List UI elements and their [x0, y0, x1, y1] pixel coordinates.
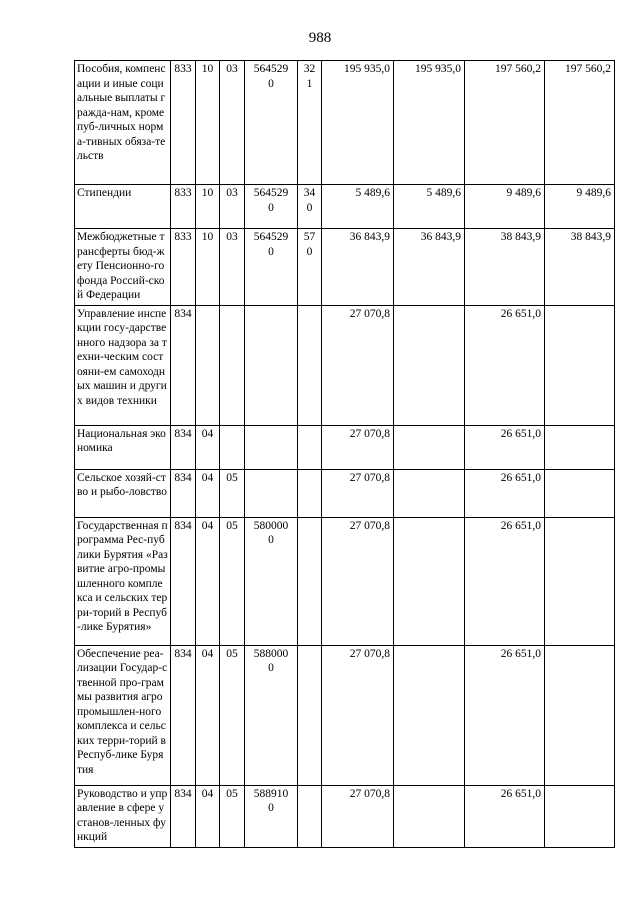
page-number: 988 [308, 30, 332, 46]
section-code-cell: 04 [196, 517, 220, 645]
row-name-cell: Обеспечение реа-лизации Государ-ственной про-граммы развития агропромышлен-ного комплекса и сельских терри-торий в Респуб-лике Бурятия [75, 645, 171, 785]
admin-code-cell: 834 [171, 517, 196, 645]
expense-type-cell [298, 469, 322, 517]
row-name-cell: Пособия, компенсации и иные социальные выплаты гражда-нам, кроме пуб-личных норма-тивных обяза-тельств [75, 61, 171, 185]
table-row [75, 229, 615, 306]
admin-code-cell: 834 [171, 785, 196, 847]
target-article-cell [245, 425, 298, 469]
row-name-cell: Стипендии [75, 185, 171, 229]
amount-2-cell: 195 935,0 [394, 61, 465, 185]
row-name-cell: Сельское хозяй-ство и рыбо-ловство [75, 469, 171, 517]
admin-code-cell: 833 [171, 185, 196, 229]
subsection-code-cell: 05 [220, 517, 245, 645]
section-code-cell: 10 [196, 229, 220, 306]
amount-2-cell: 5 489,6 [394, 185, 465, 229]
amount-3-cell: 38 843,9 [465, 229, 545, 306]
amount-3-cell: 26 651,0 [465, 517, 545, 645]
amount-1-cell: 27 070,8 [322, 305, 394, 425]
amount-1-cell: 5 489,6 [322, 185, 394, 229]
amount-4-cell: 197 560,2 [545, 61, 615, 185]
subsection-code-cell: 05 [220, 469, 245, 517]
amount-3-cell: 26 651,0 [465, 425, 545, 469]
amount-1-cell: 27 070,8 [322, 425, 394, 469]
row-name-cell: Межбюджетные трансферты бюд-жету Пенсионно-го фонда Россий-ской Федерации [75, 229, 171, 306]
target-article-cell: 5880000 [245, 645, 298, 785]
section-code-cell: 04 [196, 469, 220, 517]
amount-4-cell [545, 517, 615, 645]
target-article-cell: 5645290 [245, 185, 298, 229]
section-code-cell: 04 [196, 645, 220, 785]
table-row [75, 425, 615, 469]
table-row [75, 305, 615, 425]
target-article-cell: 5800000 [245, 517, 298, 645]
table-body [75, 61, 615, 848]
amount-3-cell: 26 651,0 [465, 305, 545, 425]
expense-type-cell: 321 [298, 61, 322, 185]
amount-2-cell [394, 645, 465, 785]
amount-2-cell [394, 517, 465, 645]
subsection-code-cell: 03 [220, 61, 245, 185]
section-code-cell: 04 [196, 425, 220, 469]
target-article-cell: 5645290 [245, 61, 298, 185]
admin-code-cell: 834 [171, 469, 196, 517]
amount-4-cell [545, 645, 615, 785]
admin-code-cell: 834 [171, 645, 196, 785]
amount-2-cell [394, 305, 465, 425]
section-code-cell: 04 [196, 785, 220, 847]
amount-1-cell: 27 070,8 [322, 517, 394, 645]
target-article-cell: 5645290 [245, 229, 298, 306]
section-code-cell: 10 [196, 185, 220, 229]
amount-1-cell: 195 935,0 [322, 61, 394, 185]
amount-4-cell: 9 489,6 [545, 185, 615, 229]
admin-code-cell: 833 [171, 61, 196, 185]
amount-4-cell [545, 785, 615, 847]
table-row [75, 185, 615, 229]
amount-1-cell: 27 070,8 [322, 785, 394, 847]
subsection-code-cell: 05 [220, 645, 245, 785]
amount-2-cell [394, 425, 465, 469]
amount-3-cell: 26 651,0 [465, 645, 545, 785]
table-row [75, 469, 615, 517]
amount-1-cell: 27 070,8 [322, 469, 394, 517]
expense-type-cell [298, 517, 322, 645]
budget-table [74, 60, 615, 848]
amount-3-cell: 197 560,2 [465, 61, 545, 185]
amount-3-cell: 26 651,0 [465, 785, 545, 847]
table-row [75, 785, 615, 847]
table-row [75, 61, 615, 185]
row-name-cell: Управление инспекции госу-дарственного надзора за техни-ческим состояни-ем самоходных машин и других видов техники [75, 305, 171, 425]
table-row [75, 517, 615, 645]
amount-4-cell [545, 305, 615, 425]
section-code-cell [196, 305, 220, 425]
amount-4-cell [545, 469, 615, 517]
amount-4-cell [545, 425, 615, 469]
row-name-cell: Государственная программа Рес-публики Бурятия «Развитие агро-промышленного комплекса и сельских терри-торий в Респуб-лике Бурятия» [75, 517, 171, 645]
row-name-cell: Национальная экономика [75, 425, 171, 469]
row-name-cell: Руководство и управление в сфере установ-ленных функций [75, 785, 171, 847]
target-article-cell [245, 305, 298, 425]
expense-type-cell: 570 [298, 229, 322, 306]
table-row [75, 645, 615, 785]
admin-code-cell: 833 [171, 229, 196, 306]
amount-1-cell: 36 843,9 [322, 229, 394, 306]
expense-type-cell [298, 305, 322, 425]
amount-3-cell: 9 489,6 [465, 185, 545, 229]
amount-3-cell: 26 651,0 [465, 469, 545, 517]
target-article-cell: 5889100 [245, 785, 298, 847]
admin-code-cell: 834 [171, 425, 196, 469]
subsection-code-cell [220, 425, 245, 469]
section-code-cell: 10 [196, 61, 220, 185]
expense-type-cell [298, 785, 322, 847]
subsection-code-cell: 05 [220, 785, 245, 847]
subsection-code-cell [220, 305, 245, 425]
amount-2-cell [394, 469, 465, 517]
expense-type-cell: 340 [298, 185, 322, 229]
subsection-code-cell: 03 [220, 185, 245, 229]
expense-type-cell [298, 425, 322, 469]
subsection-code-cell: 03 [220, 229, 245, 306]
target-article-cell [245, 469, 298, 517]
admin-code-cell: 834 [171, 305, 196, 425]
amount-2-cell: 36 843,9 [394, 229, 465, 306]
expense-type-cell [298, 645, 322, 785]
amount-1-cell: 27 070,8 [322, 645, 394, 785]
amount-4-cell: 38 843,9 [545, 229, 615, 306]
amount-2-cell [394, 785, 465, 847]
